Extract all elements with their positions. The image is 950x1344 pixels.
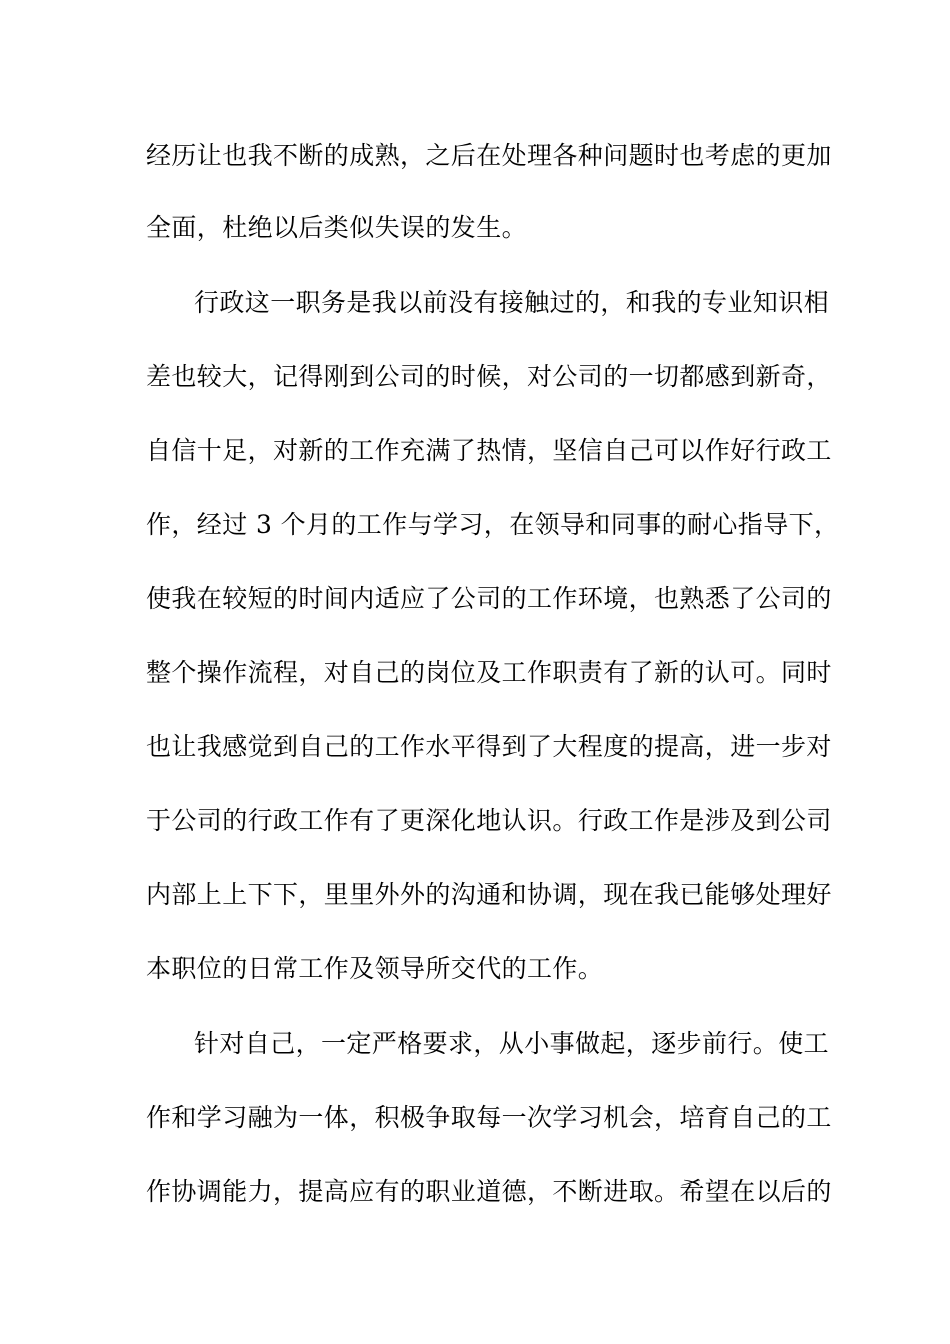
- text-line-10: 于公司的行政工作有了更深化地认识。行政工作是涉及到公司: [146, 806, 832, 835]
- text-line-6: 作，经过 3 个月的工作与学习，在领导和同事的耐心指导下，: [146, 510, 840, 539]
- text-line-2: 全面，杜绝以后类似失误的发生。: [146, 213, 528, 242]
- text-line-7: 使我在较短的时间内适应了公司的工作环境，也熟悉了公司的: [146, 584, 832, 613]
- text-line-8: 整个操作流程，对自己的岗位及工作职责有了新的认可。同时: [146, 658, 832, 687]
- text-line-1: 经历让也我不断的成熟，之后在处理各种问题时也考虑的更加: [146, 141, 832, 170]
- text-line-4: 差也较大，记得刚到公司的时候，对公司的一切都感到新奇，: [146, 362, 832, 391]
- text-line-9: 也让我感觉到自己的工作水平得到了大程度的提高，进一步对: [146, 732, 832, 761]
- text-line-5: 自信十足，对新的工作充满了热情，坚信自己可以作好行政工: [146, 436, 832, 465]
- text-line-12: 本职位的日常工作及领导所交代的工作。: [146, 954, 604, 983]
- paragraph-3-first-line: 针对自己，一定严格要求，从小事做起，逐步前行。使工: [194, 1029, 830, 1058]
- text-line-11: 内部上上下下，里里外外的沟通和协调，现在我已能够处理好: [146, 880, 832, 909]
- paragraph-2-first-line: 行政这一职务是我以前没有接触过的，和我的专业知识相: [194, 288, 830, 317]
- text-line-15: 作协调能力，提高应有的职业道德，不断进取。希望在以后的: [146, 1177, 832, 1206]
- text-line-14: 作和学习融为一体，积极争取每一次学习机会，培育自己的工: [146, 1103, 832, 1132]
